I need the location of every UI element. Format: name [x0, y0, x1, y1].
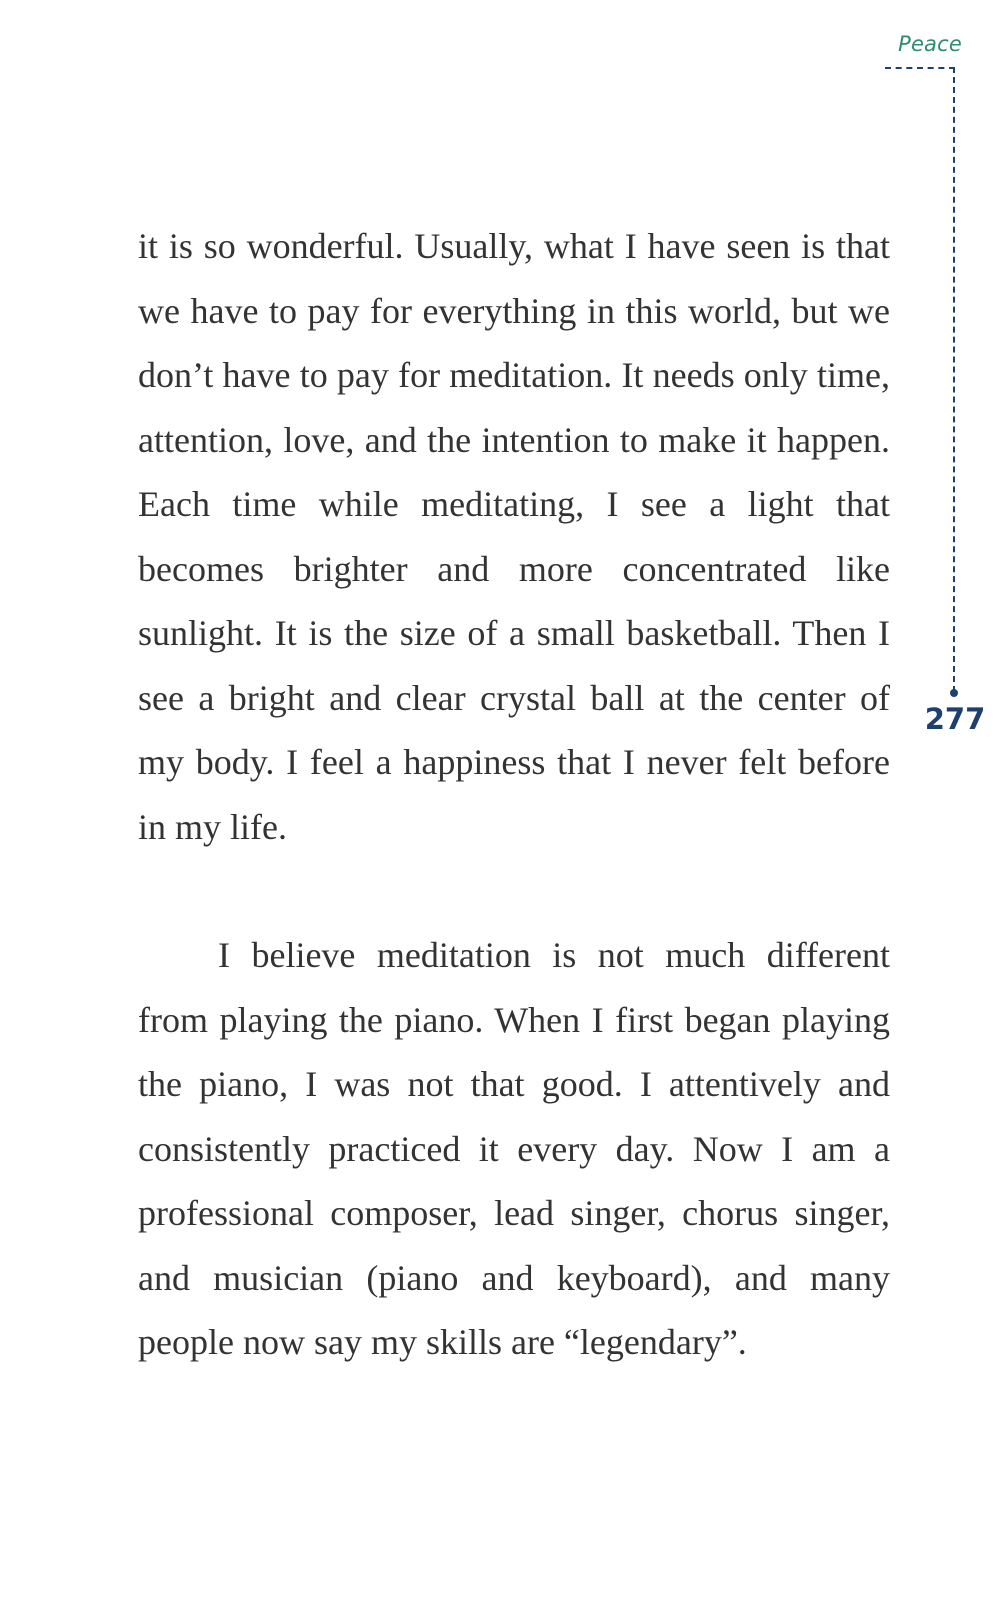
page-number: 277	[924, 702, 986, 736]
margin-dotted-rule	[953, 67, 955, 692]
paragraph-2: I believe meditation is not much different from playing the piano. When I first began playing the piano, I was not that good. I attentively and consistently practiced it every day. Now I am a professional composer, lead singer, chorus singer, and musician (piano and keyboard), and many people now say my skills are “legendary”.	[138, 935, 890, 1362]
paragraph-1: it is so wonderful. Usually, what I have seen is that we have to pay for everything in this world, but we don’t have to pay for meditation. It needs only time, attention, love, and the intention to make it happen. Each time while meditating, I see a light that becomes brighter and more concentrated like sunlight. It is the size of a small basketball. Then I see a bright and clear crystal ball at the center of my body. I feel a happiness that I never felt before in my life.	[138, 226, 890, 847]
chapter-label: Peace	[898, 32, 962, 56]
header-dotted-rule	[885, 67, 955, 69]
margin-rule-end-dot	[950, 689, 958, 697]
